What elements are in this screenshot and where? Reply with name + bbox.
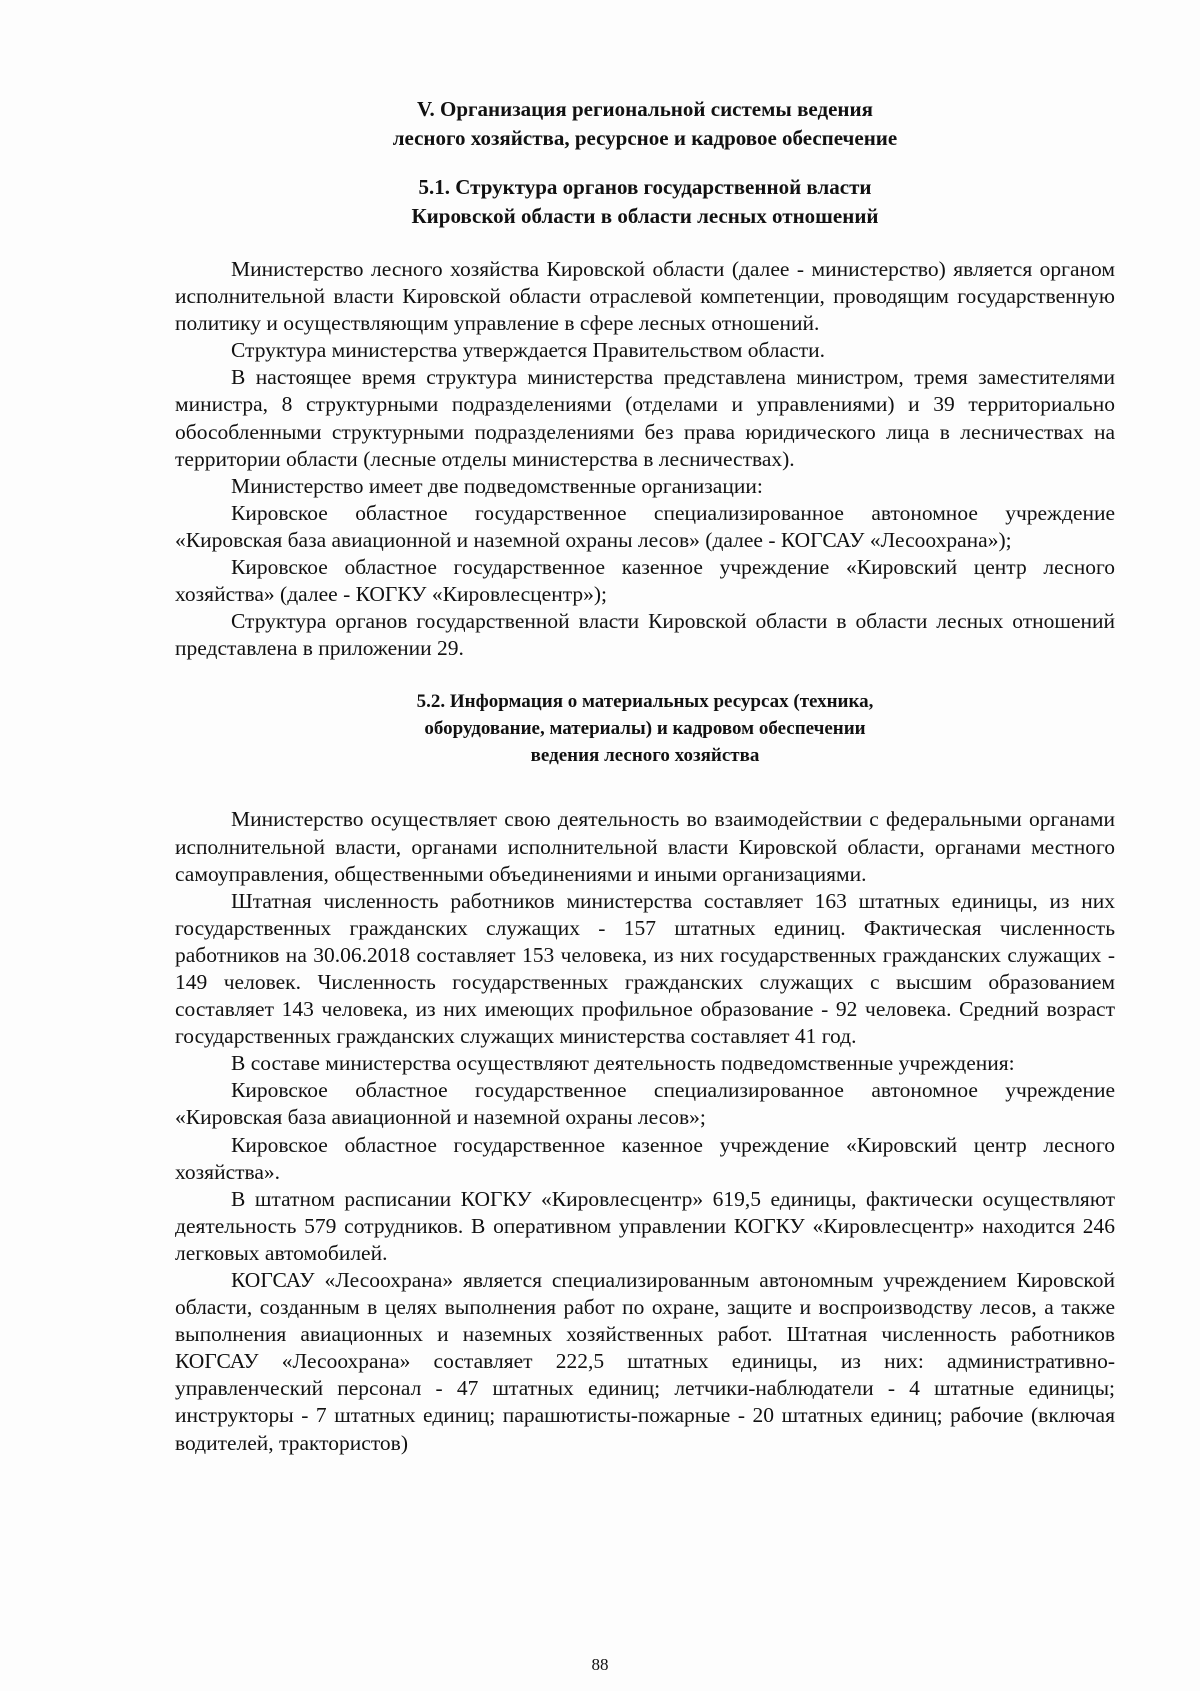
paragraph: Кировское областное государственное специализированное автономное учреждение «Кировская база авиационной и наземной охраны лесов» (далее - КОГСАУ «Лесоохрана»); — [175, 500, 1115, 552]
page-number: 88 — [591, 1655, 609, 1674]
paragraph: Кировское областное государственное казенное учреждение «Кировский центр лесного хозяйства» (далее - КОГКУ «Кировлесцентр»); — [175, 555, 1115, 607]
section-1-heading-line: Кировской области в области лесных отношений — [411, 204, 879, 228]
paragraph: В настоящее время структура министерства представлена министром, тремя заместителями министра, 8 структурными подразделениями (отделами и управлениями) и 39 территориально обособленными структурными подразделениями без права юридического лица в лесничествах на территории области (лесные отделы министерства в лесничествах). — [175, 365, 1115, 471]
paragraph: В штатном расписании КОГКУ «Кировлесцентр» 619,5 единицы, фактически осуществляют деятельность 579 сотрудников. В оперативном управлении КОГКУ «Кировлесцентр» находится 246 легковых автомобилей. — [175, 1186, 1115, 1265]
section-2-heading-line: ведения лесного хозяйства — [530, 745, 760, 767]
page-content — [175, 95, 1115, 1457]
section-1-body — [175, 256, 1115, 662]
section-2-heading-line: оборудование, материалы) и кадровом обеспечении — [424, 718, 866, 740]
section-2-body — [175, 806, 1115, 1456]
paragraph: Министерство осуществляет свою деятельность во взаимодействии с федеральными органами исполнительной власти, органами исполнительной власти Кировской области, органами местного самоуправления, общественными объединениями и иными организациями. — [175, 807, 1115, 886]
chapter-heading — [175, 95, 1115, 153]
chapter-heading-line: V. Организация региональной системы ведения — [417, 97, 873, 121]
paragraph: КОГСАУ «Лесоохрана» является специализированным автономным учреждением Кировской области, созданным в целях выполнения работ по охране, защите и воспроизводству лесов, а также выполнения авиационных и наземных хозяйственных работ. Штатная численность работников КОГСАУ «Лесоохрана» составляет 222,5 штатных единицы, из них: административно-управленческий персонал - 47 штатных единиц; летчики-наблюдатели - 4 штатные единицы; инструкторы - 7 штатных единиц; парашютисты-пожарные - 20 штатных единиц; рабочие (включая водителей, трактористов) — [175, 1268, 1115, 1455]
paragraph: Штатная численность работников министерства составляет 163 штатных единицы, из них государственных гражданских служащих - 157 штатных единиц. Фактическая численность работников на 30.06.2018 составляет 153 человека, из них государственных гражданских служащих - 149 человек. Численность государственных гражданских служащих с высшим образованием составляет 143 человека, из них имеющих профильное образование - 92 человека. Средний возраст государственных гражданских служащих министерства составляет 41 год. — [175, 888, 1115, 1049]
paragraph: Кировское областное государственное казенное учреждение «Кировский центр лесного хозяйства». — [175, 1132, 1115, 1184]
paragraph: Структура органов государственной власти Кировской области в области лесных отношений представлена в приложении 29. — [175, 609, 1115, 661]
section-2-heading — [175, 688, 1115, 769]
section-2-heading-line: 5.2. Информация о материальных ресурсах (техника, — [416, 691, 874, 713]
chapter-heading-line: лесного хозяйства, ресурсное и кадровое обеспечение — [392, 126, 898, 150]
section-1-heading — [175, 173, 1115, 231]
paragraph: В составе министерства осуществляют деятельность подведомственные учреждения: — [231, 1051, 1015, 1076]
paragraph: Министерство имеет две подведомственные организации: — [231, 473, 763, 498]
paragraph: Министерство лесного хозяйства Кировской области (далее - министерство) является органом исполнительной власти Кировской области отраслевой компетенции, проводящим государственную политику и осуществляющим управление в сфере лесных отношений. — [175, 257, 1115, 336]
paragraph: Структура министерства утверждается Правительством области. — [231, 338, 825, 363]
section-1-heading-line: 5.1. Структура органов государственной власти — [418, 175, 872, 199]
paragraph: Кировское областное государственное специализированное автономное учреждение «Кировская база авиационной и наземной охраны лесов»; — [175, 1078, 1115, 1130]
